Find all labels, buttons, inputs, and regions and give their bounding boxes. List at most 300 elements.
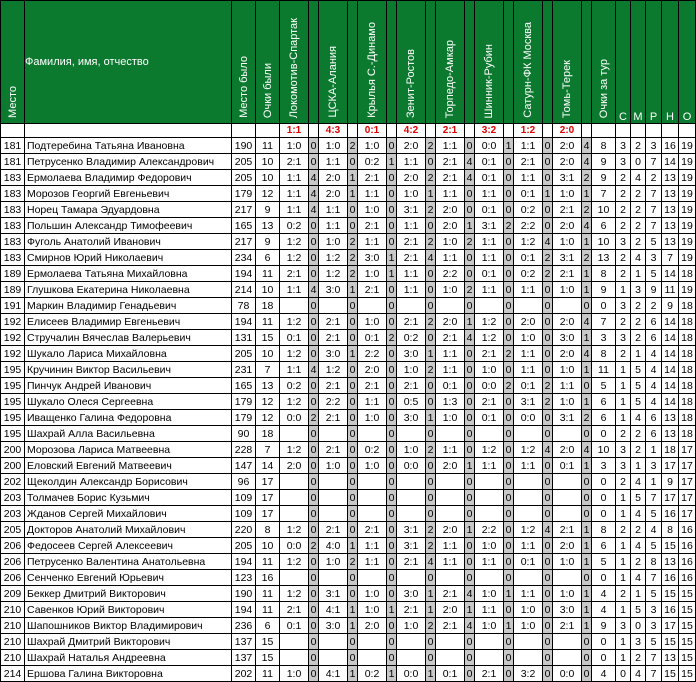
o-cell: 16 [679,570,696,586]
prediction-cell: 1:0 [358,410,387,426]
prediction-points-cell: 1 [348,618,358,634]
prediction-cell [280,650,309,666]
prediction-points-cell: 0 [582,650,592,666]
match-result: 0:1 [358,124,387,138]
prediction-points-cell: 0 [504,490,514,506]
place-cell: 200 [1,458,25,474]
prediction-points-cell: 0 [387,282,397,298]
prediction-points-cell: 2 [465,234,475,250]
prediction-points-cell: 0 [348,154,358,170]
prediction-points-cell: 4 [465,330,475,346]
name-cell: Кручинин Виктор Васильевич [25,362,232,378]
prediction-points-cell: 0 [348,506,358,522]
prediction-cell: 0:1 [514,378,543,394]
prediction-cell: 1:2 [280,314,309,330]
prediction-cell: 1:0 [553,362,582,378]
r-cell: 4 [646,362,662,378]
round-points-cell: 0 [592,426,616,442]
prediction-points-cell: 0 [465,202,475,218]
prediction-points-cell: 0 [426,426,436,442]
c-cell: 2 [616,522,631,538]
points-before-cell: 18 [256,426,280,442]
prediction-cell: 0:1 [436,378,465,394]
prediction-cell [397,490,426,506]
round-points-cell: 6 [592,538,616,554]
prediction-points-cell: 0 [465,362,475,378]
round-points-cell: 9 [592,170,616,186]
place-cell: 195 [1,394,25,410]
prediction-cell [319,506,348,522]
prediction-cell [436,426,465,442]
prediction-cell: 1:0 [475,618,504,634]
c-cell: 1 [616,506,631,522]
o-cell: 18 [679,410,696,426]
r-cell: 7 [646,154,662,170]
prediction-points-cell: 0 [504,458,514,474]
n-header: Н [662,1,679,124]
prediction-points-cell: 2 [582,202,592,218]
prediction-cell: 0:1 [475,266,504,282]
prediction-points-cell: 0 [543,650,553,666]
prediction-points-cell: 1 [582,458,592,474]
prediction-cell: 2:1 [475,394,504,410]
prediction-points-cell: 0 [543,490,553,506]
prediction-points-cell: 0 [387,170,397,186]
prediction-points-cell: 0 [309,266,319,282]
prediction-points-cell: 2 [426,234,436,250]
prediction-points-cell: 0 [387,650,397,666]
prediction-cell: 1:1 [397,218,426,234]
round-points-cell: 5 [592,554,616,570]
table-row [1,330,696,346]
name-cell: Норец Тамара Эдуардовна [25,202,232,218]
prediction-cell: 2:1 [514,154,543,170]
prediction-cell: 2:1 [319,410,348,426]
prediction-cell: 0:2 [280,218,309,234]
prediction-points-cell: 0 [504,522,514,538]
prediction-points-cell: 2 [465,282,475,298]
table-body [1,138,696,682]
prediction-points-cell: 0 [465,250,475,266]
c-cell: 1 [616,602,631,618]
prediction-cell: 1:2 [280,394,309,410]
m-cell: 5 [631,602,646,618]
n-cell: 14 [662,314,679,330]
prediction-cell: 2:0 [553,442,582,458]
place-cell: 192 [1,330,25,346]
prediction-cell: 1:1 [436,250,465,266]
place-before-cell: 165 [232,218,256,234]
points-before-cell: 9 [256,234,280,250]
place-cell: 195 [1,410,25,426]
prediction-cell [280,634,309,650]
prediction-cell: 1:0 [514,602,543,618]
points-before-cell: 15 [256,650,280,666]
m-cell: 4 [631,538,646,554]
prediction-cell: 1:1 [397,154,426,170]
prediction-cell: 1:3 [436,394,465,410]
prediction-points-cell: 0 [309,474,319,490]
m-cell: 4 [631,570,646,586]
table-row [1,586,696,602]
prediction-points-cell: 2 [426,362,436,378]
c-cell: 3 [616,458,631,474]
m-cell: 2 [631,202,646,218]
match-header-5: Торпедо-Амкар [436,1,465,124]
table-row [1,234,696,250]
m-cell: 1 [631,266,646,282]
prediction-cell [358,506,387,522]
prediction-points-cell: 0 [387,570,397,586]
prediction-points-cell: 4 [309,202,319,218]
prediction-points-cell: 0 [543,218,553,234]
prediction-points-cell: 0 [504,650,514,666]
prediction-points-cell: 0 [543,634,553,650]
prediction-points-cell: 2 [426,202,436,218]
prediction-points-cell: 0 [348,474,358,490]
n-cell: 15 [662,538,679,554]
prediction-points-cell: 2 [387,330,397,346]
c-cell: 2 [616,314,631,330]
header-gap [504,1,514,124]
prediction-points-cell: 1 [465,218,475,234]
place-cell: 210 [1,602,25,618]
place-cell: 210 [1,634,25,650]
prediction-cell: 2:1 [397,250,426,266]
n-cell: 13 [662,410,679,426]
prediction-cell: 2:0 [280,458,309,474]
prediction-cell: 2:1 [358,282,387,298]
n-cell: 14 [662,154,679,170]
table-row [1,474,696,490]
prediction-points-cell: 0 [309,346,319,362]
prediction-cell: 1:2 [280,346,309,362]
n-cell: 14 [662,362,679,378]
prediction-cell: 1:1 [475,602,504,618]
prediction-cell [475,298,504,314]
o-cell: 17 [679,442,696,458]
prediction-points-cell: 0 [309,570,319,586]
prediction-points-cell: 0 [504,250,514,266]
place-before-cell: 96 [232,474,256,490]
n-cell: 11 [662,282,679,298]
prediction-cell: 0:0 [397,458,426,474]
prediction-points-cell: 0 [504,314,514,330]
c-cell: 2 [616,218,631,234]
prediction-points-cell: 0 [348,218,358,234]
prediction-points-cell: 1 [582,282,592,298]
o-cell: 15 [679,602,696,618]
prediction-points-cell: 1 [426,666,436,682]
prediction-cell: 1:0 [397,362,426,378]
o-cell: 16 [679,554,696,570]
prediction-points-cell: 2 [582,410,592,426]
prediction-cell: 1:1 [553,378,582,394]
prediction-points-cell: 1 [387,602,397,618]
place-cell: 202 [1,474,25,490]
prediction-points-cell: 0 [543,426,553,442]
prediction-points-cell: 0 [348,378,358,394]
prediction-cell: 2:2 [358,346,387,362]
prediction-points-cell: 0 [426,650,436,666]
prediction-points-cell: 2 [426,538,436,554]
r-cell: 5 [646,586,662,602]
prediction-cell: 1:1 [280,282,309,298]
prediction-points-cell: 1 [582,618,592,634]
prediction-cell: 0:1 [358,330,387,346]
prediction-points-cell: 0 [309,522,319,538]
points-before-cell: 17 [256,506,280,522]
prediction-points-cell: 0 [543,666,553,682]
place-before-cell: 194 [232,602,256,618]
n-cell: 16 [662,570,679,586]
prediction-points-cell: 0 [504,570,514,586]
m-header: М [631,1,646,124]
prediction-points-cell: 0 [348,314,358,330]
prediction-points-cell: 0 [504,538,514,554]
m-cell: 4 [631,666,646,682]
prediction-points-cell: 2 [348,554,358,570]
prediction-points-cell: 0 [309,218,319,234]
prediction-points-cell: 0 [582,570,592,586]
points-before-header: Очки были [256,1,280,124]
place-before-cell: 205 [232,154,256,170]
round-points-cell: 10 [592,202,616,218]
prediction-cell: 2:0 [553,154,582,170]
prediction-points-cell: 2 [426,314,436,330]
results-blank [348,124,358,138]
prediction-points-cell: 0 [387,506,397,522]
prediction-cell: 1:0 [553,586,582,602]
prediction-cell: 1:1 [514,538,543,554]
prediction-points-cell: 0 [387,362,397,378]
round-points-header: Очки за тур [592,1,616,124]
points-before-cell: 10 [256,282,280,298]
n-cell: 17 [662,490,679,506]
prediction-points-cell: 0 [387,538,397,554]
n-cell: 14 [662,266,679,282]
r-cell: 6 [646,314,662,330]
prediction-points-cell: 0 [309,602,319,618]
prediction-points-cell: 1 [582,554,592,570]
prediction-points-cell: 0 [543,330,553,346]
prediction-cell: 0:0 [280,410,309,426]
r-cell: 5 [646,234,662,250]
prediction-points-cell: 2 [426,138,436,154]
prediction-points-cell: 0 [504,602,514,618]
prediction-points-cell: 0 [504,282,514,298]
m-cell: 5 [631,362,646,378]
prediction-points-cell: 0 [504,298,514,314]
prediction-cell: 3:1 [553,250,582,266]
prediction-points-cell: 0 [504,506,514,522]
prediction-points-cell: 0 [387,234,397,250]
results-blank [616,124,631,138]
prediction-cell: 1:0 [436,234,465,250]
prediction-cell [358,490,387,506]
prediction-cell: 4:0 [319,538,348,554]
o-cell: 18 [679,426,696,442]
prediction-cell: 4:1 [319,666,348,682]
prediction-cell: 3:0 [553,330,582,346]
prediction-points-cell: 0 [582,490,592,506]
prediction-cell: 0:1 [514,186,543,202]
prediction-cell: 2:1 [475,666,504,682]
table-row [1,314,696,330]
prediction-cell [280,426,309,442]
prediction-points-cell: 0 [543,138,553,154]
match-header-6: Шинник-Рубин [475,1,504,124]
m-cell: 5 [631,378,646,394]
name-cell: Шахрай Наталья Андреевна [25,650,232,666]
points-before-cell: 11 [256,554,280,570]
o-cell: 17 [679,506,696,522]
prediction-points-cell: 0 [504,426,514,442]
match-result: 2:1 [436,124,465,138]
prediction-cell: 1:1 [475,554,504,570]
r-cell: 5 [646,266,662,282]
prediction-cell: 1:1 [358,554,387,570]
prediction-cell [397,570,426,586]
prediction-cell: 1:2 [280,234,309,250]
prediction-points-cell: 1 [582,522,592,538]
prediction-points-cell: 0 [387,394,397,410]
prediction-cell [397,506,426,522]
prediction-cell [397,426,426,442]
prediction-cell [358,634,387,650]
place-before-cell: 217 [232,202,256,218]
prediction-cell: 2:1 [319,314,348,330]
prediction-points-cell: 0 [309,234,319,250]
table-row [1,154,696,170]
o-cell: 19 [679,170,696,186]
prediction-cell: 1:0 [397,186,426,202]
name-cell: Морозов Георгий Евгеньевич [25,186,232,202]
prediction-points-cell: 0 [309,378,319,394]
r-cell: 5 [646,506,662,522]
prediction-points-cell: 2 [543,378,553,394]
prediction-cell [358,650,387,666]
prediction-cell [514,634,543,650]
name-cell: Жданов Сергей Михайлович [25,506,232,522]
round-points-cell: 3 [592,330,616,346]
n-cell: 14 [662,346,679,362]
points-before-cell: 11 [256,314,280,330]
prediction-points-cell: 0 [465,410,475,426]
prediction-points-cell: 0 [465,570,475,586]
m-cell: 2 [631,554,646,570]
table-row [1,218,696,234]
table-row [1,170,696,186]
prediction-cell [436,650,465,666]
prediction-points-cell: 0 [387,554,397,570]
n-cell: 13 [662,234,679,250]
results-blank [309,124,319,138]
place-cell: 189 [1,282,25,298]
c-cell: 1 [616,538,631,554]
place-before-cell: 205 [232,346,256,362]
prediction-cell: 1:1 [436,442,465,458]
place-before-cell: 109 [232,490,256,506]
prediction-points-cell: 0 [504,666,514,682]
prediction-cell: 1:0 [319,458,348,474]
results-blank [631,124,646,138]
prediction-cell: 1:0 [397,442,426,458]
prediction-cell: 1:1 [397,282,426,298]
r-cell: 7 [646,490,662,506]
m-cell: 5 [631,490,646,506]
prediction-cell: 1:0 [553,234,582,250]
prediction-points-cell: 0 [543,474,553,490]
prediction-points-cell: 1 [582,234,592,250]
r-cell: 4 [646,346,662,362]
table-row [1,634,696,650]
prediction-points-cell: 0 [309,634,319,650]
place-before-cell: 123 [232,570,256,586]
prediction-points-cell: 0 [543,362,553,378]
place-cell: 203 [1,490,25,506]
points-before-cell: 18 [256,298,280,314]
place-cell: 210 [1,650,25,666]
n-cell: 7 [662,250,679,266]
prediction-cell: 1:1 [436,538,465,554]
prediction-cell: 0:2 [514,266,543,282]
points-before-cell: 10 [256,154,280,170]
prediction-points-cell: 1 [465,602,475,618]
prediction-cell: 2:1 [358,522,387,538]
prediction-points-cell: 4 [465,618,475,634]
prediction-points-cell: 0 [348,330,358,346]
prediction-cell: 3:0 [319,618,348,634]
points-before-cell: 12 [256,394,280,410]
prediction-cell [514,506,543,522]
prediction-points-cell: 0 [504,442,514,458]
name-cell: Морозова Лариса Матвеевна [25,442,232,458]
o-cell: 18 [679,394,696,410]
prediction-cell: 3:1 [319,586,348,602]
table-row [1,522,696,538]
prediction-cell: 1:1 [436,554,465,570]
prediction-cell: 1:1 [358,394,387,410]
prediction-points-cell: 0 [582,426,592,442]
m-cell: 1 [631,586,646,602]
prediction-points-cell: 0 [387,410,397,426]
prediction-points-cell: 0 [582,506,592,522]
prediction-points-cell: 0 [504,266,514,282]
prediction-points-cell: 0 [348,522,358,538]
prediction-points-cell: 0 [426,474,436,490]
prediction-cell: 1:1 [514,138,543,154]
round-points-cell: 4 [592,666,616,682]
prediction-cell [553,506,582,522]
prediction-points-cell: 4 [426,554,436,570]
prediction-cell: 1:1 [475,186,504,202]
table-row [1,378,696,394]
n-cell: 17 [662,458,679,474]
o-cell: 18 [679,378,696,394]
header-gap [465,1,475,124]
prediction-cell [319,426,348,442]
name-cell: Щеколдин Александр Борисович [25,474,232,490]
prediction-points-cell: 0 [387,186,397,202]
prediction-points-cell: 0 [504,154,514,170]
prediction-cell [319,490,348,506]
place-before-cell: 205 [232,170,256,186]
prediction-cell: 2:0 [436,314,465,330]
m-cell: 2 [631,314,646,330]
prediction-points-cell: 1 [348,602,358,618]
prediction-points-cell: 4 [582,154,592,170]
